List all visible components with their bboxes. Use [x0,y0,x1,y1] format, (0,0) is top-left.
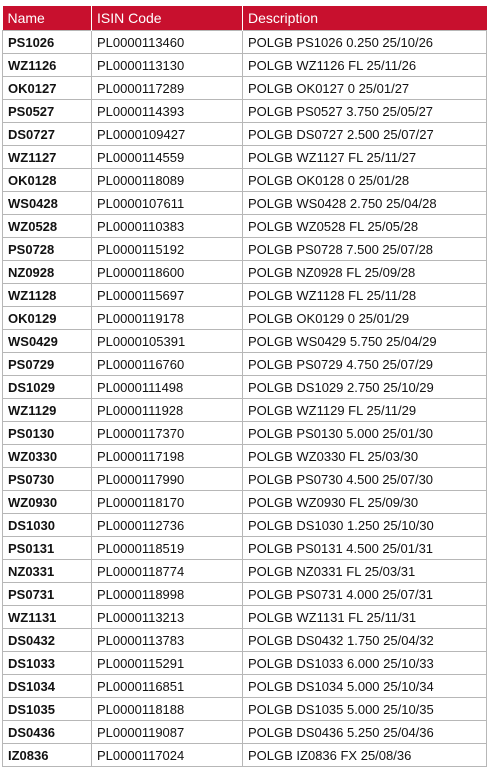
cell-isin: PL0000118774 [92,560,243,583]
cell-description: POLGB WS0428 2.750 25/04/28 [243,192,487,215]
cell-isin: PL0000113783 [92,629,243,652]
cell-description: POLGB WZ1131 FL 25/11/31 [243,606,487,629]
cell-name: PS0729 [3,353,92,376]
cell-description: POLGB DS1029 2.750 25/10/29 [243,376,487,399]
cell-name: NZ0928 [3,261,92,284]
cell-description: POLGB NZ0928 FL 25/09/28 [243,261,487,284]
cell-description: POLGB DS0436 5.250 25/04/36 [243,721,487,744]
table-row [3,261,487,284]
cell-description: POLGB WS0429 5.750 25/04/29 [243,330,487,353]
cell-description: POLGB PS0728 7.500 25/07/28 [243,238,487,261]
cell-isin: PL0000117024 [92,744,243,767]
header-name: Name [3,6,92,31]
cell-name: DS1035 [3,698,92,721]
cell-isin: PL0000107611 [92,192,243,215]
cell-description: POLGB IZ0836 FX 25/08/36 [243,744,487,767]
cell-description: POLGB PS0729 4.750 25/07/29 [243,353,487,376]
cell-name: OK0129 [3,307,92,330]
table-body [3,31,487,767]
table-row [3,652,487,675]
cell-description: POLGB DS1030 1.250 25/10/30 [243,514,487,537]
cell-isin: PL0000118188 [92,698,243,721]
cell-name: PS0131 [3,537,92,560]
cell-name: WZ1127 [3,146,92,169]
cell-description: POLGB DS1035 5.000 25/10/35 [243,698,487,721]
table-row [3,238,487,261]
cell-isin: PL0000118519 [92,537,243,560]
table-row [3,491,487,514]
table-row [3,376,487,399]
table-row [3,77,487,100]
table-row [3,468,487,491]
cell-name: WS0429 [3,330,92,353]
cell-isin: PL0000119178 [92,307,243,330]
cell-name: DS1034 [3,675,92,698]
cell-description: POLGB WZ0528 FL 25/05/28 [243,215,487,238]
cell-description: POLGB PS0731 4.000 25/07/31 [243,583,487,606]
table-row [3,31,487,54]
table-row [3,537,487,560]
cell-name: IZ0836 [3,744,92,767]
cell-isin: PL0000118600 [92,261,243,284]
table-row [3,721,487,744]
table-row [3,146,487,169]
cell-name: WZ1131 [3,606,92,629]
cell-isin: PL0000105391 [92,330,243,353]
table-row [3,698,487,721]
cell-isin: PL0000113460 [92,31,243,54]
bond-table [2,6,487,767]
cell-name: WZ1126 [3,54,92,77]
cell-isin: PL0000115192 [92,238,243,261]
cell-name: PS0130 [3,422,92,445]
cell-isin: PL0000113213 [92,606,243,629]
cell-description: POLGB OK0127 0 25/01/27 [243,77,487,100]
cell-description: POLGB DS0727 2.500 25/07/27 [243,123,487,146]
cell-isin: PL0000115291 [92,652,243,675]
cell-description: POLGB DS1034 5.000 25/10/34 [243,675,487,698]
table-row [3,215,487,238]
cell-isin: PL0000114559 [92,146,243,169]
cell-isin: PL0000118089 [92,169,243,192]
cell-description: POLGB WZ1126 FL 25/11/26 [243,54,487,77]
table-row [3,606,487,629]
cell-name: PS1026 [3,31,92,54]
cell-name: PS0527 [3,100,92,123]
cell-description: POLGB NZ0331 FL 25/03/31 [243,560,487,583]
table-row [3,629,487,652]
table-row [3,330,487,353]
cell-description: POLGB PS0131 4.500 25/01/31 [243,537,487,560]
cell-isin: PL0000117990 [92,468,243,491]
cell-isin: PL0000113130 [92,54,243,77]
cell-name: DS0436 [3,721,92,744]
table-row [3,169,487,192]
table-row [3,54,487,77]
cell-isin: PL0000116851 [92,675,243,698]
cell-isin: PL0000112736 [92,514,243,537]
cell-description: POLGB WZ1129 FL 25/11/29 [243,399,487,422]
table-row [3,583,487,606]
cell-description: POLGB PS0527 3.750 25/05/27 [243,100,487,123]
cell-description: POLGB PS1026 0.250 25/10/26 [243,31,487,54]
cell-isin: PL0000117289 [92,77,243,100]
cell-name: WZ0330 [3,445,92,468]
cell-name: DS1029 [3,376,92,399]
cell-description: POLGB WZ0930 FL 25/09/30 [243,491,487,514]
table-row [3,422,487,445]
cell-name: WZ1129 [3,399,92,422]
cell-name: DS1030 [3,514,92,537]
table-row [3,675,487,698]
cell-isin: PL0000115697 [92,284,243,307]
header-isin-code: ISIN Code [92,6,243,31]
table-row [3,445,487,468]
bond-table-container [2,6,486,767]
cell-isin: PL0000110383 [92,215,243,238]
cell-description: POLGB OK0129 0 25/01/29 [243,307,487,330]
table-row [3,744,487,767]
cell-name: NZ0331 [3,560,92,583]
cell-name: OK0127 [3,77,92,100]
table-header-row [3,6,487,31]
cell-name: OK0128 [3,169,92,192]
cell-isin: PL0000118170 [92,491,243,514]
table-row [3,353,487,376]
cell-name: DS1033 [3,652,92,675]
cell-name: WZ0930 [3,491,92,514]
table-row [3,100,487,123]
table-row [3,192,487,215]
cell-description: POLGB DS1033 6.000 25/10/33 [243,652,487,675]
cell-name: WS0428 [3,192,92,215]
cell-description: POLGB OK0128 0 25/01/28 [243,169,487,192]
table-row [3,399,487,422]
table-row [3,284,487,307]
cell-isin: PL0000111498 [92,376,243,399]
cell-description: POLGB WZ0330 FL 25/03/30 [243,445,487,468]
table-row [3,560,487,583]
table-row [3,123,487,146]
cell-description: POLGB PS0130 5.000 25/01/30 [243,422,487,445]
table-row [3,514,487,537]
cell-name: WZ1128 [3,284,92,307]
cell-isin: PL0000119087 [92,721,243,744]
header-description: Description [243,6,487,31]
cell-name: DS0432 [3,629,92,652]
cell-isin: PL0000116760 [92,353,243,376]
cell-description: POLGB PS0730 4.500 25/07/30 [243,468,487,491]
cell-name: DS0727 [3,123,92,146]
cell-name: PS0731 [3,583,92,606]
table-row [3,307,487,330]
cell-isin: PL0000117370 [92,422,243,445]
cell-isin: PL0000109427 [92,123,243,146]
cell-isin: PL0000111928 [92,399,243,422]
cell-description: POLGB WZ1128 FL 25/11/28 [243,284,487,307]
cell-description: POLGB WZ1127 FL 25/11/27 [243,146,487,169]
cell-isin: PL0000118998 [92,583,243,606]
cell-description: POLGB DS0432 1.750 25/04/32 [243,629,487,652]
cell-isin: PL0000117198 [92,445,243,468]
cell-name: WZ0528 [3,215,92,238]
cell-name: PS0728 [3,238,92,261]
cell-name: PS0730 [3,468,92,491]
cell-isin: PL0000114393 [92,100,243,123]
